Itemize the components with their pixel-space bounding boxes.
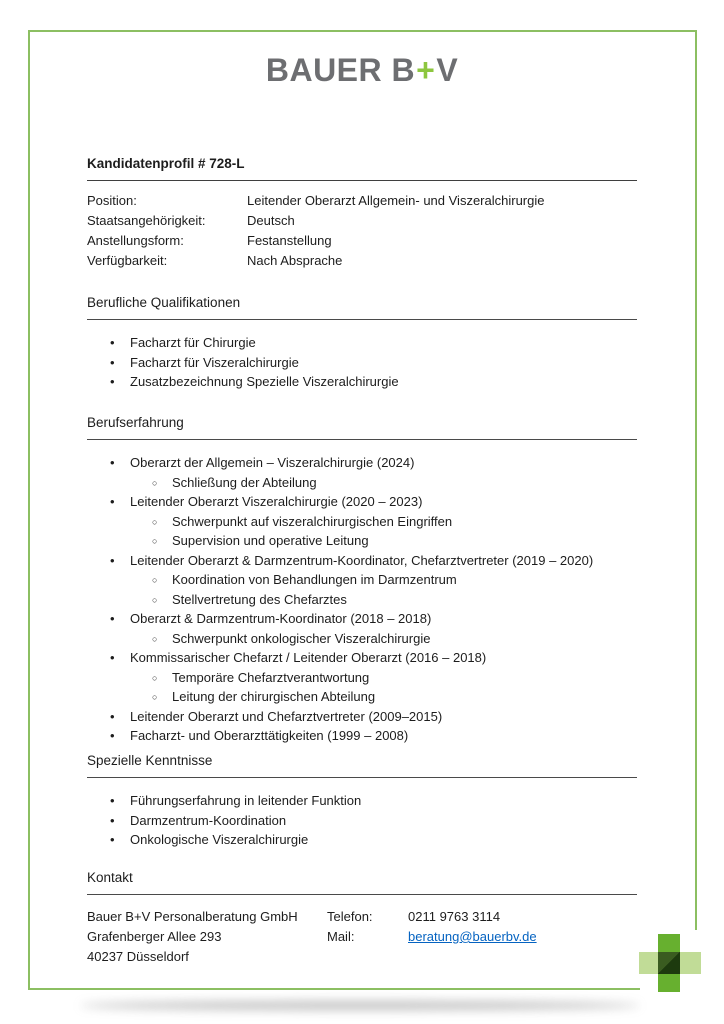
brand-logo-plus-icon: +	[416, 52, 436, 88]
list-item: • Zusatzbezeichnung Spezielle Viszeralchirurgie	[87, 372, 637, 392]
list-item: • Oberarzt & Darmzentrum-Koordinator (2018 – 2018)	[87, 609, 637, 629]
list-item: • Führungserfahrung in leitender Funktion	[87, 791, 637, 811]
list-item: • Onkologische Viszeralchirurgie	[87, 830, 637, 850]
list-subitem: ○ Stellvertretung des Chefarztes	[87, 590, 637, 610]
page-border-right	[695, 30, 697, 930]
page-title: Kandidatenprofil # 728-L	[87, 155, 637, 181]
list-item: • Facharzt- und Oberarzttätigkeiten (1999 – 2008)	[87, 726, 637, 746]
company-address	[87, 907, 327, 967]
list-subitem: ○ Supervision und operative Leitung	[87, 531, 637, 551]
list-item: • Leitender Oberarzt und Chefarztvertreter (2009–2015)	[87, 707, 637, 727]
field-label: Verfügbarkeit:	[87, 253, 168, 268]
section-heading: Berufserfahrung	[87, 414, 637, 440]
field-value: Nach Absprache	[247, 253, 343, 268]
profile-section	[87, 155, 637, 271]
qualifications-section	[87, 294, 637, 392]
list-item: • Facharzt für Chirurgie	[87, 333, 637, 353]
page-border-bottom	[28, 988, 640, 990]
skills-list	[87, 791, 637, 850]
page-border-top	[28, 30, 697, 32]
table-row	[87, 251, 637, 271]
contact-details	[327, 907, 637, 967]
list-subitem: ○ Schwerpunkt auf viszeralchirurgischen Eingriffen	[87, 512, 637, 532]
list-item: • Kommissarischer Chefarzt / Leitender Oberarzt (2016 – 2018)	[87, 648, 637, 668]
list-item: • Darmzentrum-Koordination	[87, 811, 637, 831]
brand-logo-text: V	[436, 52, 459, 88]
list-item: • Leitender Oberarzt & Darmzentrum-Koordinator, Chefarztvertreter (2019 – 2020)	[87, 551, 637, 571]
company-street: Grafenberger Allee 293	[87, 929, 222, 944]
list-subitem: ○ Schließung der Abteilung	[87, 473, 637, 493]
contact-body	[87, 907, 637, 967]
brand-cross-icon	[658, 952, 680, 974]
table-row	[87, 231, 637, 251]
brand-logo	[0, 52, 724, 88]
list-item: • Facharzt für Viszeralchirurgie	[87, 353, 637, 373]
company-city: 40237 Düsseldorf	[87, 949, 189, 964]
list-subitem: ○ Temporäre Chefarztverantwortung	[87, 668, 637, 688]
experience-section	[87, 414, 637, 746]
field-label: Position:	[87, 193, 137, 208]
phone-row	[327, 907, 637, 927]
list-subitem: ○ Schwerpunkt onkologischer Viszeralchirurgie	[87, 629, 637, 649]
list-item: • Leitender Oberarzt Viszeralchirurgie (2020 – 2023)	[87, 492, 637, 512]
section-heading: Spezielle Kenntnisse	[87, 752, 637, 778]
phone-label: Telefon:	[327, 909, 373, 924]
list-subitem: ○ Koordination von Behandlungen im Darmzentrum	[87, 570, 637, 590]
field-label: Anstellungsform:	[87, 233, 184, 248]
contact-section	[87, 869, 637, 967]
qualifications-list	[87, 333, 637, 392]
experience-list	[87, 453, 637, 746]
brand-logo-text: BAUER B	[265, 52, 416, 88]
field-value: Leitender Oberarzt Allgemein- und Viszeralchirurgie	[247, 193, 545, 208]
company-name: Bauer B+V Personalberatung GmbH	[87, 909, 298, 924]
field-value: Deutsch	[247, 213, 295, 228]
page-border-left	[28, 30, 30, 990]
page-shadow	[80, 1001, 640, 1010]
field-label: Staatsangehörigkeit:	[87, 213, 206, 228]
section-heading: Berufliche Qualifikationen	[87, 294, 637, 320]
profile-table	[87, 191, 637, 271]
skills-section	[87, 752, 637, 850]
email-link[interactable]: beratung@bauerbv.de	[408, 929, 537, 944]
mail-label: Mail:	[327, 929, 355, 944]
list-item: • Oberarzt der Allgemein – Viszeralchirurgie (2024)	[87, 453, 637, 473]
table-row	[87, 191, 637, 211]
list-subitem: ○ Leitung der chirurgischen Abteilung	[87, 687, 637, 707]
mail-row	[327, 927, 637, 947]
section-heading: Kontakt	[87, 869, 637, 895]
table-row	[87, 211, 637, 231]
field-value: Festanstellung	[247, 233, 332, 248]
phone-number: 0211 9763 3114	[408, 909, 501, 924]
